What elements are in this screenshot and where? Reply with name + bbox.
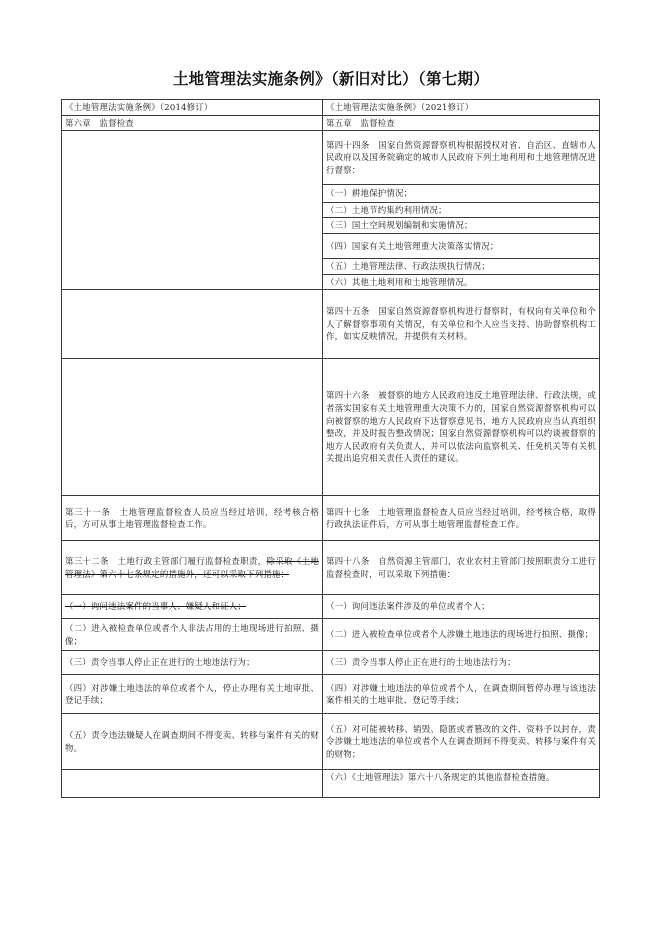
measure-new: （六）《土地管理法》第六十八条规定的其他监督检查措施。 (323, 770, 600, 798)
table-row (62, 675, 600, 714)
article-44-item: （五）土地管理法律、行政法规执行情况； (323, 258, 600, 274)
comparison-table (61, 99, 600, 798)
article-32-deleted-text: 除采取《土地管理法》第六十七条规定的措施外，还可以采取下列措施： (65, 556, 320, 579)
empty-old-cell (62, 290, 323, 359)
table-row (62, 595, 600, 619)
measure-old: （五）责令违法嫌疑人在调查期间不得变卖、转移与案件有关的财物。 (62, 714, 323, 770)
chapter-new: 第五章 监督检查 (323, 115, 600, 131)
article-32-old (62, 541, 323, 595)
header-new-version: 《土地管理法实施条例》（2021修订） (323, 100, 600, 116)
table-row (62, 290, 600, 359)
empty-old-cell (62, 131, 323, 290)
measure-new: （五）对可能被转移、销毁、隐匿或者篡改的文件、资料予以封存，责令涉嫌土地违法的单位或者个人在调查期间不得变卖、转移与案件有关的财物； (323, 714, 600, 770)
article-44-intro: 第四十四条 国家自然资源督察机构根据授权对省、自治区、直辖市人民政府以及国务院确定的城市人民政府下列土地利用和土地管理情况进行督察： (323, 131, 600, 185)
empty-old-cell (62, 359, 323, 496)
measure-new: （二）进入被检查单位或者个人涉嫌土地违法的现场进行拍照、摄像； (323, 619, 600, 651)
table-row (62, 651, 600, 675)
table-row (62, 541, 600, 595)
article-32-text: 第三十二条 土地行政主管部门履行监督检查职责， (65, 556, 267, 567)
article-45: 第四十五条 国家自然资源督察机构进行督察时，有权向有关单位和个人了解督察事项有关情况，有关单位和个人应当支持、协助督察机构工作，如实反映情况，并提供有关材料。 (323, 290, 600, 359)
table-row (62, 714, 600, 770)
article-46: 第四十六条 被督察的地方人民政府违反土地管理法律、行政法规，或者落实国家有关土地管理重大决策不力的，国家自然资源督察机构可以向被督察的地方人民政府下达督察意见书，地方人民政府应当认真组织整改，并及时报告整改情况；国家自然资源督察机构可以约谈被督察的地方人民政府有关负责人，并可以依法向监察机关、任免机关等有关机关提出追究相关责任人责任的建议。 (323, 359, 600, 496)
page-title: 土地管理法实施条例》（新旧对比）（第七期） (172, 70, 490, 88)
measure-new: （四）对涉嫌土地违法的单位或者个人，在调查期间暂停办理与该违法案件相关的土地审批、登记等手续； (323, 675, 600, 714)
measure-new: （一）询问违法案件涉及的单位或者个人； (323, 595, 600, 619)
measure-new: （三）责令当事人停止正在进行的土地违法行为； (323, 651, 600, 675)
table-row (62, 131, 600, 185)
chapter-row (62, 115, 600, 131)
table-row (62, 496, 600, 541)
table-row (62, 359, 600, 496)
article-47-new: 第四十七条 土地管理监督检查人员应当经过培训，经考核合格，取得行政执法证件后，方可从事土地管理监督检查工作。 (323, 496, 600, 541)
measure-old (62, 770, 323, 798)
table-row (62, 770, 600, 798)
article-44-item: （二）土地节约集约利用情况； (323, 202, 600, 218)
article-31-old: 第三十一条 土地管理监督检查人员应当经过培训，经考核合格后，方可从事土地管理监督检查工作。 (62, 496, 323, 541)
measure-old: （二）进入被检查单位或者个人非法占用的土地现场进行拍照、摄像； (62, 619, 323, 651)
article-44-item: （三）国土空间规划编制和实施情况； (323, 218, 600, 234)
measure-old: （三）责令当事人停止正在进行的土地违法行为； (62, 651, 323, 675)
article-44-item: （六）其他土地利用和土地管理情况。 (323, 274, 600, 290)
header-old-version: 《土地管理法实施条例》（2014修订） (62, 100, 323, 116)
measure-old: （四）对涉嫌土地违法的单位或者个人，停止办理有关土地审批、登记手续； (62, 675, 323, 714)
measure-old: （一）询问违法案件的当事人、嫌疑人和证人； (62, 595, 323, 619)
article-44-item: （一）耕地保护情况； (323, 185, 600, 203)
article-44-item: （四）国家有关土地管理重大决策落实情况； (323, 233, 600, 258)
article-48-new: 第四十八条 自然资源主管部门，农业农村主管部门按照职责分工进行监督检查时，可以采取下列措施： (323, 541, 600, 595)
table-row (62, 619, 600, 651)
header-row (62, 100, 600, 116)
chapter-old: 第六章 监督检查 (62, 115, 323, 131)
